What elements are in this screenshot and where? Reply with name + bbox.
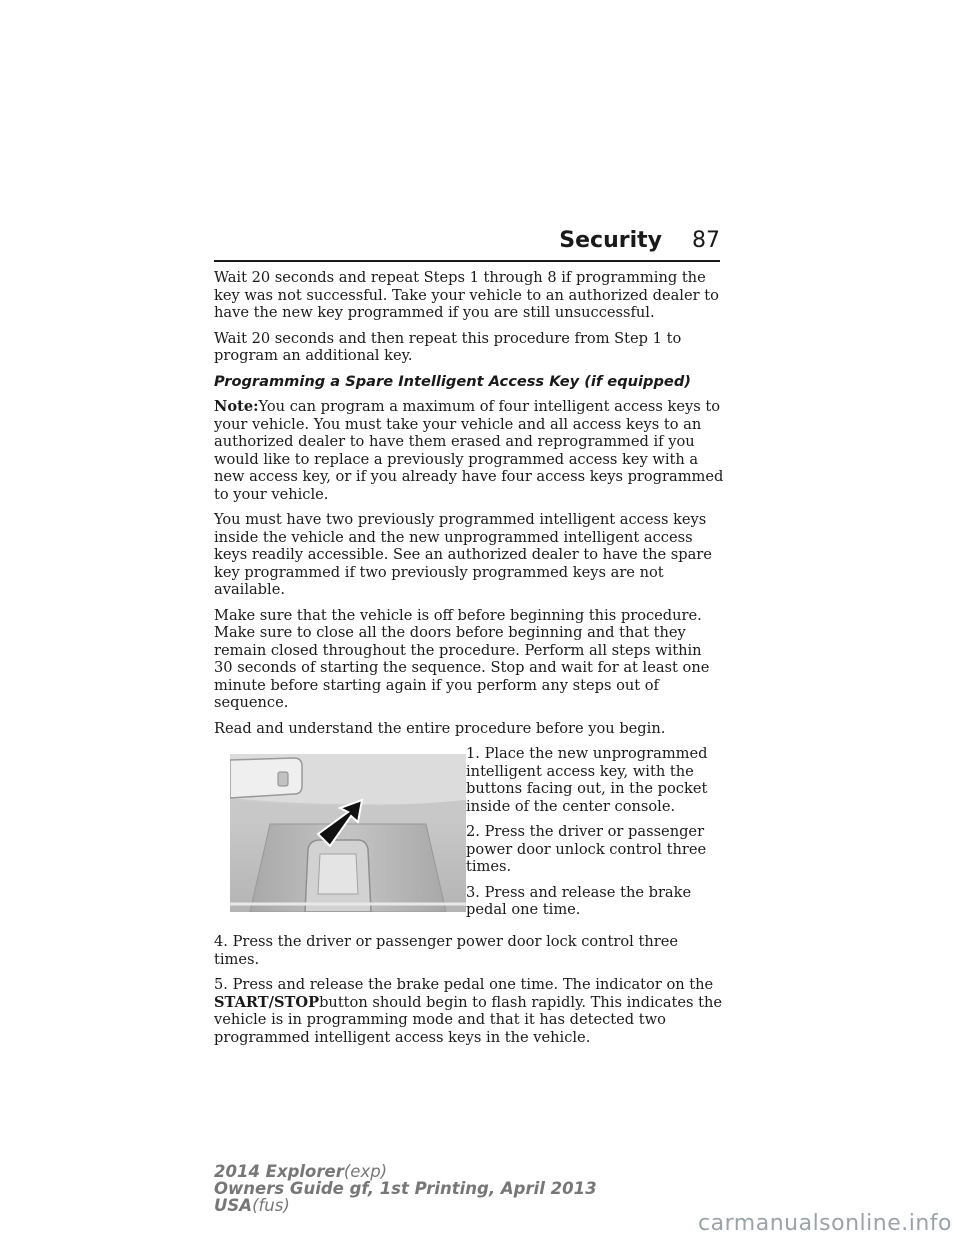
footer-model-code: (exp) <box>343 1162 388 1181</box>
step-5 <box>214 976 724 1046</box>
watermark: carmanualsonline.info <box>698 1211 952 1236</box>
page-content <box>214 269 724 1054</box>
footer-line-1 <box>214 1163 597 1180</box>
step-2: 2. Press the driver or passenger power door unlock control three times. <box>466 823 707 875</box>
footer-line-2: Owners Guide gf, 1st Printing, April 2013 <box>214 1179 597 1198</box>
footer-market: USA <box>214 1196 253 1215</box>
paragraph-read-first: Read and understand the entire procedure before you begin. <box>214 719 666 737</box>
paragraph-procedure-rules: Make sure that the vehicle is off before beginning this procedure. Make sure to close all the doors before beginning and that they remain closed throughout the procedure. Perform all steps within 30 seconds of starting the sequence. Stop and wait for at least one minute before starting again if you perform any steps out of sequence. <box>214 606 710 711</box>
step-1: 1. Place the new unprogrammed intelligent access key, with the buttons facing out, in the pocket inside of the center console. <box>466 745 708 815</box>
page-header <box>214 228 720 262</box>
step-3: 3. Press and release the brake pedal one time. <box>466 883 692 918</box>
footer-line-3 <box>214 1197 597 1214</box>
steps-with-figure <box>214 745 724 925</box>
note-paragraph <box>214 398 724 503</box>
step-5-text-start: 5. Press and release the brake pedal one time. The indicator on the <box>214 976 714 993</box>
note-text: You can program a maximum of four intelligent access keys to your vehicle. You must take your vehicle and all access keys to an authorized dealer to have them erased and reprogrammed if you would like to replace a previously programmed access key with a new access key, or if you already have four access keys programmed to your vehicle. <box>214 398 724 503</box>
step-5-text-end: button should begin to flash rapidly. This indicates the vehicle is in programming mode and that it has detected two programmed intelligent access keys in the vehicle. <box>214 993 723 1046</box>
header-rule <box>214 260 720 262</box>
paragraph-additional-key: Wait 20 seconds and then repeat this procedure from Step 1 to program an additional key. <box>214 329 682 364</box>
paragraph-retry: Wait 20 seconds and repeat Steps 1 through 8 if programming the key was not successful. Take your vehicle to an authorized dealer to have the new key programmed if you are still unsuccessful. <box>214 269 719 321</box>
console-pocket-illustration <box>230 754 466 912</box>
paragraph-requirements: You must have two previously programmed intelligent access keys inside the vehicle and the new unprogrammed intelligent access keys readily accessible. See an authorized dealer to have the spare key programmed if two previously programmed keys are not available. <box>214 511 712 598</box>
page-number: 87 <box>692 228 720 253</box>
steps-1-3 <box>466 745 722 927</box>
console-pocket-icon <box>230 754 466 912</box>
page-footer <box>214 1163 597 1214</box>
section-title: Security <box>559 228 662 253</box>
step-4: 4. Press the driver or passenger power door lock control three times. <box>214 933 678 968</box>
footer-market-code: (fus) <box>252 1196 290 1215</box>
section-subheading: Programming a Spare Intelligent Access Key (if equipped) <box>214 372 691 390</box>
footer-model: 2014 Explorer <box>214 1162 344 1181</box>
start-stop-label: START/STOP <box>214 993 320 1011</box>
note-label: Note: <box>214 398 259 415</box>
